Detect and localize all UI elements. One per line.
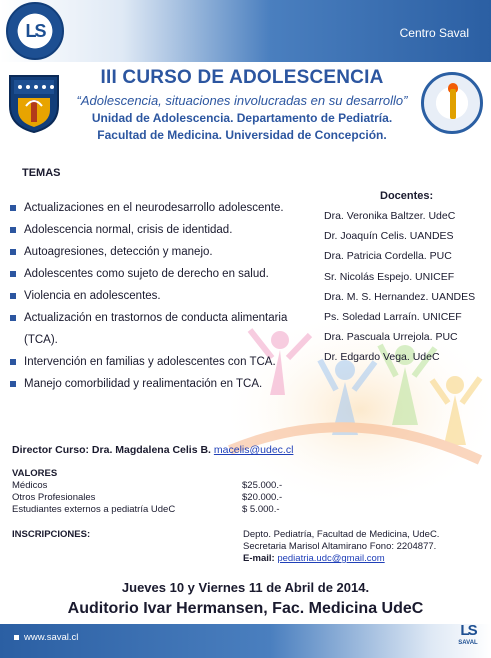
header-brand: Centro Saval <box>399 26 469 40</box>
list-item: Actualización en trastornos de conducta alimentaria (TCA). <box>10 307 310 351</box>
list-item: Sr. Nicolás Espejo. UNICEF <box>324 270 455 283</box>
fees-section <box>12 468 312 516</box>
list-item: Intervención en familias y adolescentes con TCA. <box>10 351 310 373</box>
course-director: Director Curso: Dra. Magdalena Celis B. macelis@udec.cl <box>12 444 294 456</box>
list-item: Dra. M. S. Hernandez. UANDES <box>324 290 476 303</box>
list-item: Dra. Veronika Baltzer. UdeC <box>324 210 456 222</box>
list-item: Dr. Joaquín Celis. UANDES <box>324 230 454 243</box>
unit-line: Unidad de Adolescencia. Departamento de Pediatría. <box>91 111 393 125</box>
saval-footer-logo-icon: LS SAVAL <box>458 622 478 646</box>
list-item: Dra. Pascuala Urrejola. PUC <box>324 331 458 344</box>
university-shield-icon <box>6 72 62 134</box>
course-subtitle: “Adolescencia, situaciones involucradas en su desarrollo” <box>76 93 408 108</box>
registration-heading: INSCRIPCIONES: <box>12 529 91 540</box>
footer-band <box>0 624 491 658</box>
faculty-line: Facultad de Medicina. Universidad de Concepción. <box>97 128 387 142</box>
square-bullet-icon <box>14 635 19 640</box>
course-title: III CURSO DE ADOLESCENCIA <box>100 67 384 88</box>
square-bullet-icon <box>10 381 16 387</box>
list-item: Manejo comorbilidad y realimentación en TCA. <box>10 373 310 395</box>
fee-row: Médicos $25.000.- <box>12 480 283 491</box>
saval-logo-icon: LS <box>6 2 64 60</box>
docents-list <box>324 206 475 368</box>
event-venue: Auditorio Ivar Hermansen, Fac. Medicina UdeC <box>67 600 424 617</box>
fees-heading: VALORES <box>12 468 58 479</box>
square-bullet-icon <box>10 205 16 211</box>
registration-email-link[interactable]: pediatria.udc@gmail.com <box>277 553 385 564</box>
list-item: Dr. Edgardo Vega. UdeC <box>324 351 440 364</box>
fee-row: Estudiantes externos a pediatría UdeC $ 5.000.- <box>12 504 280 515</box>
list-item: Adolescencia normal, crisis de identidad. <box>10 219 310 241</box>
header-band <box>0 0 491 62</box>
topics-list <box>10 197 310 395</box>
list-item: Dra. Patricia Cordella. PUC <box>324 250 452 263</box>
list-item: Violencia en adolescentes. <box>10 285 310 307</box>
registration-info: Depto. Pediatría, Facultad de Medicina, UdeC. Secretaria Marisol Altamirano Fono: 2204877. E-mail: pediatria.udc@gmail.com <box>243 529 440 564</box>
square-bullet-icon <box>10 359 16 365</box>
square-bullet-icon <box>10 227 16 233</box>
fee-row: Otros Profesionales $20.000.- <box>12 492 283 503</box>
event-date: Jueves 10 y Viernes 11 de Abril de 2014. <box>121 580 370 595</box>
director-email-link[interactable]: macelis@udec.cl <box>213 444 294 456</box>
list-item: Ps. Soledad Larraín. UNICEF <box>324 311 462 324</box>
square-bullet-icon <box>10 271 16 277</box>
docents-heading: Docentes: <box>380 190 434 202</box>
footer-url[interactable]: www.saval.cl <box>14 632 78 643</box>
list-item: Autoagresiones, detección y manejo. <box>10 241 310 263</box>
square-bullet-icon <box>10 315 16 321</box>
pediatrics-society-seal-icon <box>421 72 483 134</box>
square-bullet-icon <box>10 249 16 255</box>
list-item: Adolescentes como sujeto de derecho en salud. <box>10 263 310 285</box>
list-item: Actualizaciones en el neurodesarrollo adolescente. <box>10 197 310 219</box>
square-bullet-icon <box>10 293 16 299</box>
topics-heading: TEMAS <box>22 167 61 179</box>
